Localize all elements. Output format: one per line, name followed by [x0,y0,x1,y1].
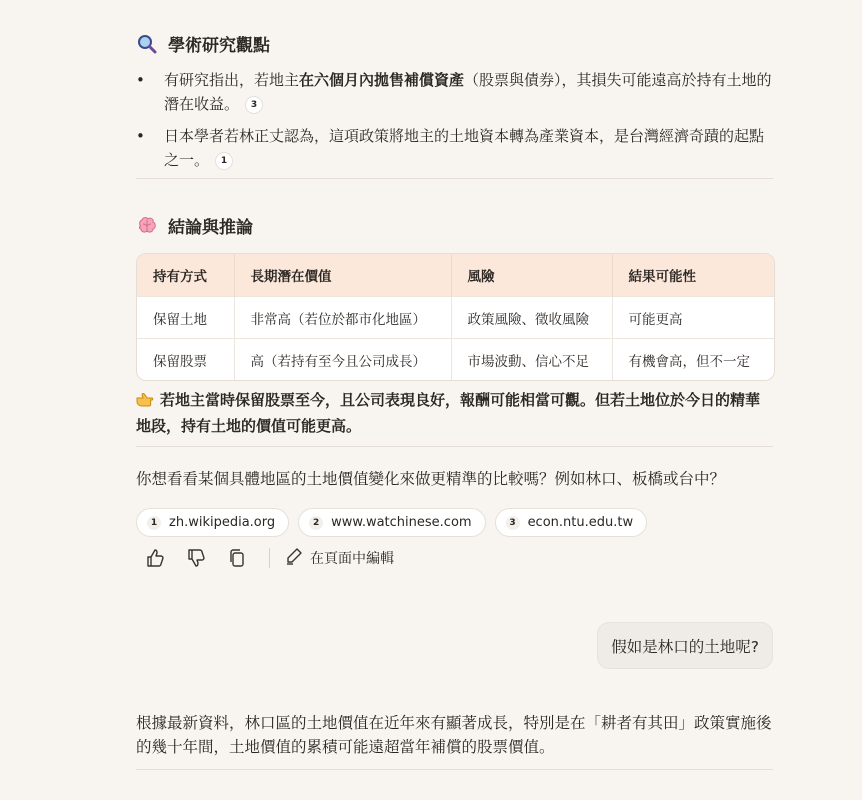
table-row [137,339,774,381]
table-cell: 保留股票 [137,339,234,381]
table-cell: 有機會高，但不一定 [612,339,774,381]
table-cell: 可能更高 [612,297,774,339]
edit-label: 在頁面中編輯 [310,551,394,567]
research-title: 學術研究觀點 [168,36,270,56]
table-cell: 市場波動、信心不足 [451,339,612,381]
user-message-bubble: 假如是林口的土地呢? [597,622,773,669]
conclusion-summary [136,389,773,438]
brain-icon [136,215,158,237]
table-row [137,297,774,339]
edit-icon [284,546,304,570]
citation-badge[interactable]: 3 [245,96,263,114]
source-label: econ.ntu.edu.tw [527,515,634,530]
table-header: 結果可能性 [612,254,774,297]
table-header-row [137,254,774,297]
source-chip[interactable] [136,508,289,537]
source-chips [136,508,647,537]
table-cell: 高（若持有至今且公司成長） [234,339,451,381]
comparison-table [136,253,775,381]
table-header: 持有方式 [137,254,234,297]
divider [136,446,773,447]
research-heading [136,31,773,56]
source-chip[interactable] [495,508,648,537]
conclusion-summary-text: 若地主當時保留股票至今，且公司表現良好，報酬可能相當可觀。但若土地位於今日的精華地段，持有土地的價值可能更高。 [136,391,761,435]
message-actions [144,545,394,571]
thumbs-up-icon[interactable] [144,547,166,569]
list-item [136,68,773,116]
table-header: 風險 [451,254,612,297]
bullet-text: 日本學者若林正丈認為，這項政策將地主的土地資本轉為產業資本，是台灣經濟奇蹟的起點之一。 [164,127,765,169]
bullet-text: （股票與債券），其損失可能遠高於持有土地的潛在收益。 [164,71,772,113]
list-item [136,124,773,172]
edit-in-page-button[interactable] [284,546,394,570]
source-chip[interactable] [298,508,485,537]
conclusion-section [136,213,773,238]
action-separator [269,548,270,568]
bullet-bold-text: 在六個月內拋售補償資產 [299,71,465,89]
research-section [136,31,773,180]
divider [136,769,773,770]
table-cell: 非常高（若位於都市化地區） [234,297,451,339]
source-number: 2 [309,516,323,530]
divider [136,178,773,179]
citation-badge[interactable]: 1 [215,152,233,170]
table-cell: 保留土地 [137,297,234,339]
source-number: 3 [506,516,520,530]
copy-icon[interactable] [226,547,248,569]
pointing-hand-icon [136,392,154,415]
table-header: 長期潛在價值 [234,254,451,297]
research-bullet-list [136,68,773,172]
thumbs-down-icon[interactable] [185,547,207,569]
conclusion-title: 結論與推論 [168,218,253,238]
source-label: zh.wikipedia.org [169,515,276,530]
source-number: 1 [147,516,161,530]
conclusion-heading [136,213,773,238]
assistant-answer: 根據最新資料，林口區的土地價值在近年來有顯著成長，特別是在「耕者有其田」政策實施後的幾十年間，土地價值的累積可能遠超當年補償的股票價值。 [136,714,772,756]
magnifier-icon [136,33,158,55]
table-cell: 政策風險、徵收風險 [451,297,612,339]
source-label: www.watchinese.com [331,515,472,530]
followup-question: 你想看看某個具體地區的土地價值變化來做更精準的比較嗎？例如林口、板橋或台中？ [136,470,726,488]
bullet-text: 有研究指出，若地主 [164,71,300,89]
